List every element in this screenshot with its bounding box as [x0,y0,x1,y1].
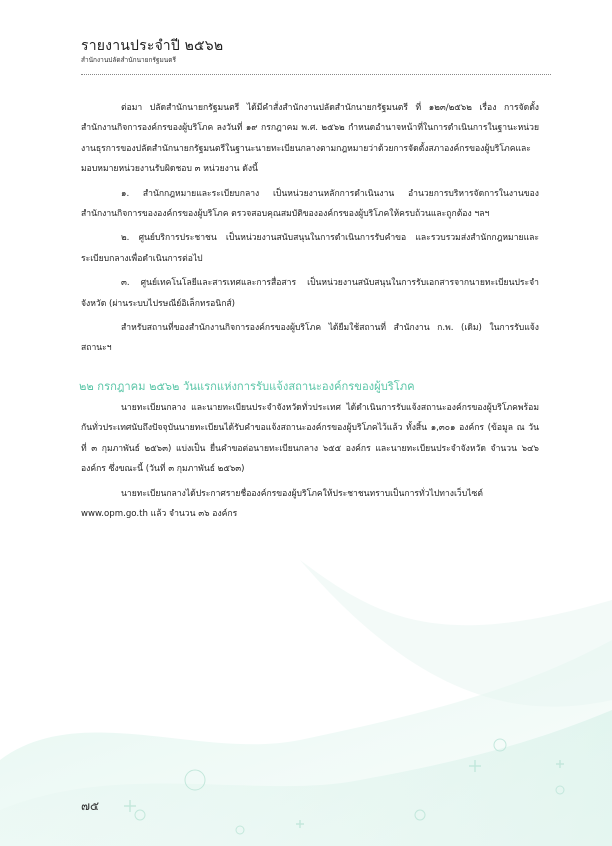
paragraph: นายทะเบียนกลางได้ประกาศรายชื่อองค์กรของผู้บริโภคให้ประชาชนทราบเป็นการทั่วไปทางเว็บไซต์ www.opm.go.th แล้ว จำนวน ๓๖ องค์กร [81,488,483,519]
paragraph: ต่อมา ปลัดสำนักนายกรัฐมนตรี ได้มีคำสั่งสำนักงานปลัดสำนักนายกรัฐมนตรี ที่ ๑๒๓/๒๕๖๒ เรื่อง การจัดตั้งสำนักงานกิจการองค์กรของผู้บริโภค ลงวันที่ ๑๙ กรกฎาคม พ.ศ. ๒๕๖๒ กำหนดอำนาจหน้าที่ในการดำเนินการในฐานะหน่วยงานธุรการของปลัดสำนักนายกรัฐมนตรีในฐานะนายทะเบียนกลางตามกฎหมายว่าด้วยการจัดตั้งสภาองค์กรของผู้บริโภคและมอบหมายหน่วยงานรับผิดชอบ ๓ หน่วยงาน ดังนี้ [81,103,539,175]
paragraph: ๒. ศูนย์บริการประชาชน เป็นหน่วยงานสนับสนุนในการดำเนินการรับคำขอ และรวบรวมส่งสำนักกฎหมายและระเบียบกลางเพื่อดำเนินการต่อไป [81,233,539,264]
paragraph: นายทะเบียนกลาง และนายทะเบียนประจำจังหวัดทั่วประเทศ ได้ดำเนินการรับแจ้งสถานะองค์กรของผู้บริโภคพร้อมกันทั่วประเทศนับถึงปัจจุบันนายทะเบียนได้รับคำขอแจ้งสถานะองค์กรของผู้บริโภคไว้แล้ว ทั้งสิ้น ๑,๓๐๑ องค์กร (ข้อมูล ณ วันที่ ๓ กุมภาพันธ์ ๒๕๖๓) แบ่งเป็น ยื่นคำขอต่อนายทะเบียนกลาง ๖๕๕ องค์กร และนายทะเบียนประจำจังหวัด จำนวน ๖๔๖ องค์กร ซึ่งขณะนี้ (วันที่ ๓ กุมภาพันธ์ ๒๕๖๓) [81,402,539,475]
header-divider [81,74,551,75]
paragraph: สำหรับสถานที่ของสำนักงานกิจการองค์กรของผู้บริโภค ได้ยืมใช้สถานที่ สำนักงาน ก.พ. (เดิม) ในการรับแจ้งสถานะฯ [81,323,539,354]
paragraph: ๑. สำนักกฎหมายและระเบียบกลาง เป็นหน่วยงานหลักการดำเนินงาน อำนวยการบริหารจัดการในงานของสำนักงานกิจการขององค์กรของผู้บริโภค ตรวจสอบคุณสมบัติขององค์กรของผู้บริโภคให้ครบถ้วนและถูกต้อง ฯลฯ [81,188,539,220]
paragraph: ๓. ศูนย์เทคโนโลยีและสารเทศและการสื่อสาร เป็นหน่วยงานสนับสนุนในการรับเอกสารจากนายทะเบียนประจำจังหวัด (ผ่านระบบไปรษณีย์อิเล็กทรอนิกส์) [81,278,539,309]
report-title: รายงานประจำปี ๒๕๖๒ [81,38,224,54]
page-header [81,38,551,65]
report-subtitle: สำนักงานปลัดสำนักนายกรัฐมนตรี [81,56,176,64]
section-heading: ๒๒ กรกฎาคม ๒๕๖๒ วันแรกแห่งการรับแจ้งสถานะองค์กรของผู้บริโภค [79,379,415,393]
page-number: ๗๕ [81,799,100,813]
body-text [81,98,539,528]
